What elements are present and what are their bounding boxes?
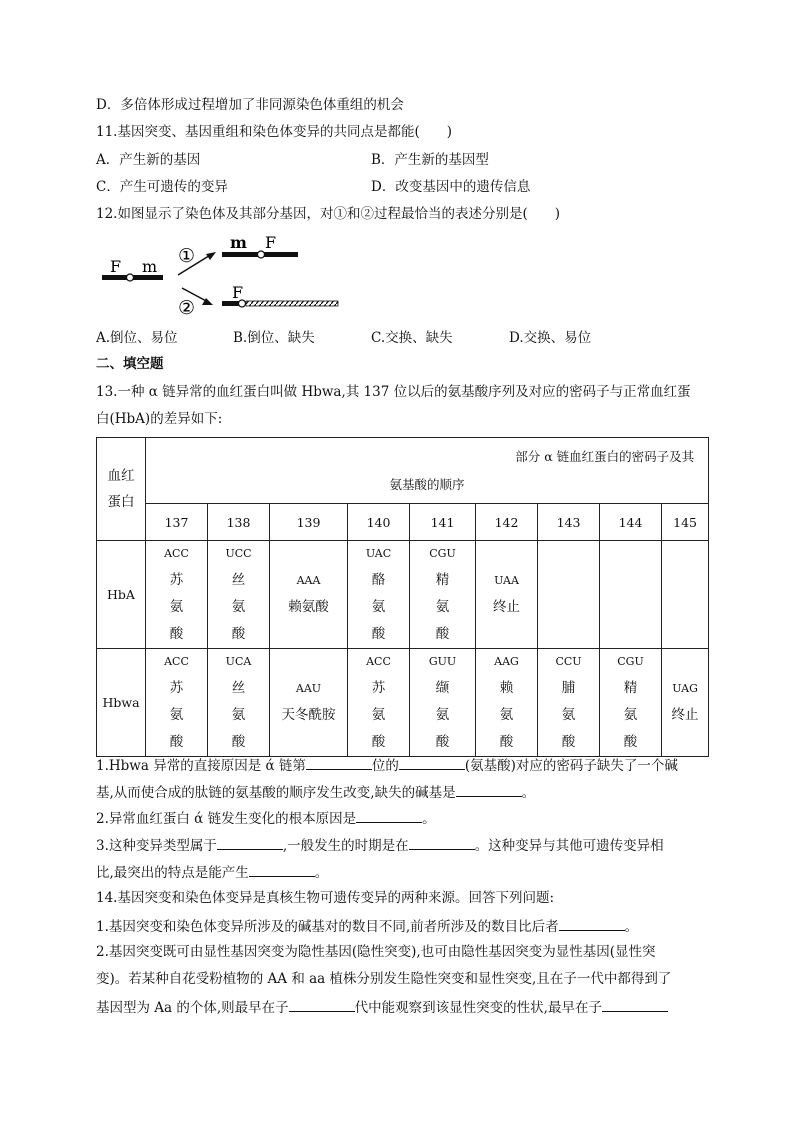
amino-acid-text: 终止 [493, 599, 520, 615]
codon-cell [208, 541, 270, 649]
amino-acid-text: 苏氨酸 [169, 680, 184, 750]
amino-acid-text: 终止 [671, 707, 699, 723]
q11-option-d: D．改变基因中的遗传信息 [371, 179, 531, 195]
q13-sub3-line1 [96, 835, 664, 855]
q10-option-d: D．多倍体形成过程增加了非同源染色体重组的机会 [96, 97, 404, 113]
row-label: Hbwa [97, 649, 146, 757]
codon-cell [348, 649, 410, 757]
codon-text: AAU [295, 682, 322, 695]
gene-F-label: F [110, 257, 122, 276]
codon-text: CGU [617, 655, 644, 668]
q14-stem: 14.基因突变和染色体变异是真核生物可遗传变异的两种来源。回答下列问题: [96, 890, 555, 906]
codon-cell [410, 541, 476, 649]
codon-cell [476, 649, 538, 757]
step-1-label: ① [178, 245, 196, 267]
q11-option-a: A．产生新的基因 [96, 152, 201, 168]
period: 。 [624, 919, 639, 935]
position-cell: 140 [348, 504, 410, 541]
codon-cell [146, 541, 208, 649]
codon-text: ACC [164, 655, 189, 668]
position-cell: 145 [662, 504, 709, 541]
q13-sub3-text-b: ,一般发生的时期是在 [282, 838, 409, 854]
answer-blank[interactable] [356, 808, 422, 823]
table-row [97, 649, 709, 757]
q13-sub2 [96, 808, 436, 828]
codon-cell [538, 541, 600, 649]
answer-blank[interactable] [409, 835, 475, 850]
q12-stem: 12.如图显示了染色体及其部分基因，对①和②过程最恰当的表述分别是( ) [96, 206, 561, 222]
codon-cell [270, 649, 348, 757]
answer-blank[interactable] [289, 997, 355, 1012]
q14-sub2-text-b: 代中能观察到该显性突变的性状,最早在子 [354, 1000, 602, 1016]
codon-cell [662, 649, 709, 757]
codon-text: UAA [494, 574, 519, 587]
codon-table [96, 437, 709, 757]
amino-acid-text: 丝氨酸 [231, 680, 246, 750]
q13-sub3-text-a: 3.这种变异类型属于 [96, 838, 217, 854]
arrow-1-head [206, 252, 216, 260]
codon-text: ACC [164, 547, 189, 560]
amino-acid-text: 苏氨酸 [169, 572, 184, 642]
answer-blank[interactable] [217, 835, 283, 850]
table-header-line2: 氨基酸的顺序 [389, 476, 465, 492]
period: 。 [521, 785, 536, 801]
period: 。 [422, 811, 436, 827]
position-cell: 141 [410, 504, 476, 541]
row-header-cell [97, 438, 146, 541]
amino-acid-text: 丝氨酸 [231, 572, 246, 642]
codon-text: CGU [429, 547, 456, 560]
amino-acid-text: 缬氨酸 [435, 680, 450, 750]
position-cell: 139 [270, 504, 348, 541]
q11-stem: 11.基因突变、基因重组和染色体变异的共同点是都能( ) [96, 124, 453, 140]
q13-sub1-line1 [96, 755, 678, 775]
codon-text: UAC [365, 547, 392, 560]
codon-cell [600, 649, 662, 757]
q13-sub3-text-d: 比,最突出的特点是能产生 [96, 865, 249, 881]
q13-sub1-line2 [96, 782, 535, 802]
q13-sub2-text: 2.异常血红蛋白 ά 链发生变化的根本原因是 [96, 811, 357, 827]
q14-sub2-text-a: 基因型为 Aa 的个体,则最早在子 [96, 1000, 289, 1016]
result-chromosome-2-hatched [246, 301, 338, 306]
codon-text: UAG [672, 682, 698, 695]
answer-blank[interactable] [306, 755, 372, 770]
q12-option-d: D.交换、易位 [509, 330, 592, 346]
q13-sub3-text-c: 。这种变异与其他可遗传变异相 [474, 838, 664, 854]
amino-acid-text: 天冬酰胺 [281, 707, 336, 723]
answer-blank[interactable] [399, 755, 465, 770]
q14-sub2-line3 [96, 997, 668, 1017]
codon-cell [208, 649, 270, 757]
codon-cell [538, 649, 600, 757]
position-cell: 144 [600, 504, 662, 541]
codon-text: GUU [428, 655, 457, 668]
amino-acid-text: 苏氨酸 [371, 680, 386, 750]
q13-sub1-text-d: 基,从而使合成的肽链的氨基酸的顺序发生改变,缺失的碱基是 [96, 785, 456, 801]
amino-acid-text: 精氨酸 [623, 680, 638, 750]
q14-sub2-line1: 2.基因突变既可由显性基因突变为隐性基因(隐性突变),也可由隐性基因突变为显性基因(显性突 [96, 944, 656, 960]
chromosome-figure [96, 232, 346, 317]
codon-cell [348, 541, 410, 649]
q12-option-a: A.倒位、易位 [96, 330, 178, 346]
centromere [127, 274, 134, 281]
row-header-label: 血红蛋白 [107, 468, 135, 510]
section-heading: 二、填空题 [96, 356, 164, 372]
q13-stem-line2: 白(HbA)的差异如下: [96, 411, 223, 427]
answer-blank[interactable] [456, 782, 522, 797]
codon-text: UCC [225, 547, 252, 560]
table-header-cell [146, 438, 709, 504]
q14-sub1-text: 1.基因突变和染色体变异所涉及的碱基对的数目不同,前者所涉及的数目比后者 [96, 919, 559, 935]
centromere [258, 251, 265, 258]
codon-cell [476, 541, 538, 649]
amino-acid-text: 赖氨酸 [288, 599, 329, 615]
gene-m-label: m [230, 233, 247, 252]
q13-stem-line1: 13.一种 α 链异常的血红蛋白叫做 Hbwa,其 137 位以后的氨基酸序列及对应的密码子与正常血红蛋 [96, 384, 691, 400]
q12-option-b: B.倒位、缺失 [233, 330, 315, 346]
position-cell: 142 [476, 504, 538, 541]
codon-text: CCU [555, 655, 582, 668]
q14-sub2-line2: 变)。若某种自花受粉植物的 AA 和 aa 植株分别发生隐性突变和显性突变,且在子一代中都得到了 [96, 971, 672, 987]
gene-F-label: F [232, 283, 244, 302]
row-label: HbA [97, 541, 146, 649]
position-cell: 137 [146, 504, 208, 541]
position-row [97, 504, 709, 541]
table-header-line1: 部分 α 链血红蛋白的密码子及其 [515, 448, 695, 464]
codon-text: UCA [225, 655, 252, 668]
q13-sub1-text-c: (氨基酸)对应的密码子缺失了一个碱 [464, 758, 678, 774]
q13-sub1-text-a: 1.Hbwa 异常的直接原因是 ά 链第 [96, 758, 306, 774]
gene-m-label: m [142, 257, 158, 276]
q14-sub1 [96, 916, 638, 936]
q12-option-c: C.交换、缺失 [371, 330, 453, 346]
codon-cell [662, 541, 709, 649]
position-cell: 138 [208, 504, 270, 541]
codon-cell [146, 649, 208, 757]
amino-acid-text: 脯氨酸 [561, 680, 576, 750]
answer-blank[interactable] [602, 997, 668, 1012]
codon-cell [270, 541, 348, 649]
q13-sub1-text-b: 位的 [371, 758, 399, 774]
codon-text: AAA [296, 574, 321, 587]
answer-blank[interactable] [559, 916, 625, 931]
codon-text: AAG [494, 655, 519, 668]
answer-blank[interactable] [249, 862, 315, 877]
codon-cell [600, 541, 662, 649]
amino-acid-text: 赖氨酸 [499, 680, 514, 750]
step-2-label: ② [178, 297, 196, 317]
q11-option-b: B．产生新的基因型 [371, 152, 489, 168]
q13-sub3-line2 [96, 862, 328, 882]
position-cell: 143 [538, 504, 600, 541]
table-row [97, 541, 709, 649]
q11-option-c: C．产生可遗传的变异 [96, 179, 228, 195]
gene-F-label: F [265, 233, 277, 252]
codon-text: ACC [366, 655, 391, 668]
period: 。 [314, 865, 329, 881]
codon-cell [410, 649, 476, 757]
amino-acid-text: 酪氨酸 [371, 572, 386, 642]
amino-acid-text: 精氨酸 [435, 572, 450, 642]
